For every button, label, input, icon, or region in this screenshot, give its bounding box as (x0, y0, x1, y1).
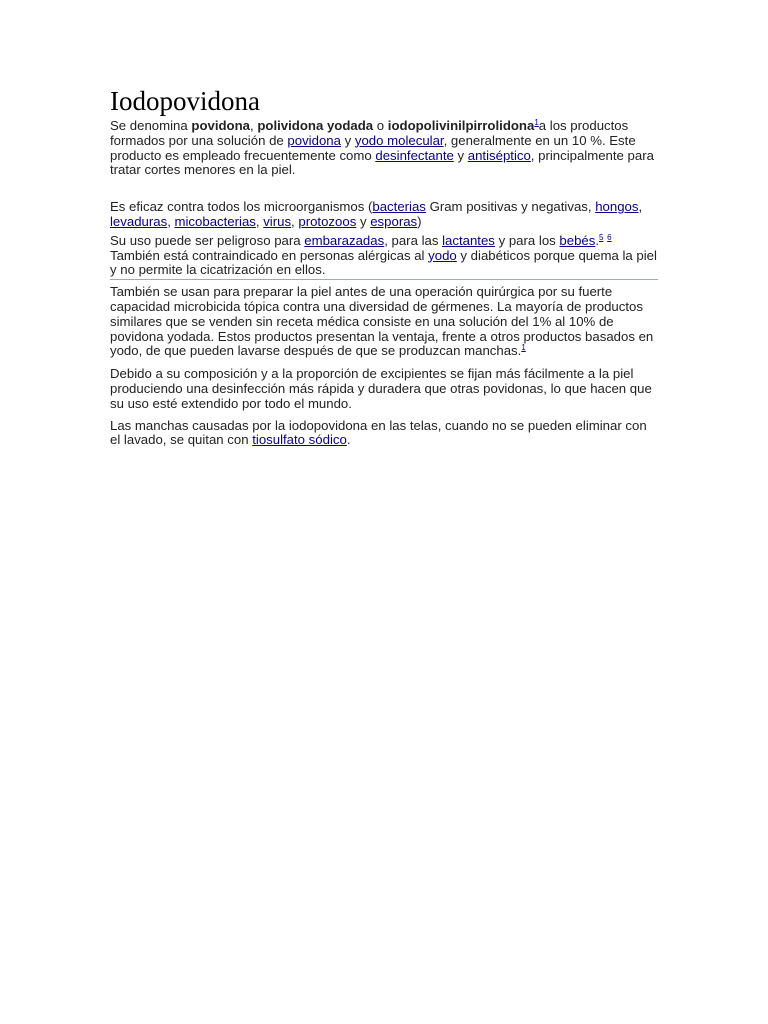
text-span: a los productos formados por una solución de (110, 118, 629, 148)
link-lactantes[interactable]: lactantes (442, 232, 495, 248)
link-levaduras[interactable]: levaduras (110, 213, 168, 229)
link-yodo-molecular[interactable]: yodo molecular (354, 132, 444, 148)
contraindications-paragraph (110, 234, 658, 278)
text-span: y (453, 147, 468, 163)
text-span: Su uso puede ser peligroso para (110, 232, 305, 248)
text-span: , (291, 213, 299, 229)
link-antiseptico[interactable]: antiséptico (467, 147, 531, 163)
link-tiosulfato-sodico[interactable]: tiosulfato sódico (252, 432, 347, 448)
text-span: También se usan para preparar la piel antes de una operación quirúrgica por su fuerte capacidad microbicida tópica contra una diversidad de gérmenes. La mayoría de productos similares que se venden sin receta médica consiste en una solución del 1% al 10% de povidona yodada. Estos productos presentan la ventaja, frente a otros productos basados en yodo, de que pueden lavarse después de que se produzcan manchas. (110, 284, 654, 359)
text-span: , principalmente para tratar cortes menores en la piel. (110, 147, 654, 178)
text-span: y diabéticos porque quema la piel y no permite la cicatrización en ellos. (110, 247, 657, 278)
text-span: y (340, 132, 355, 148)
text-span: . (595, 232, 600, 248)
surgical-use-paragraph (110, 285, 658, 359)
composition-paragraph (110, 367, 658, 411)
link-bebes[interactable]: bebés (559, 232, 596, 248)
link-povidona[interactable]: povidona (287, 132, 341, 148)
text-span: y para los (494, 232, 560, 248)
text-span: Gram positivas y negativas, (425, 199, 596, 215)
reference-link-1[interactable]: 1 (521, 343, 526, 353)
link-virus[interactable]: virus (263, 213, 292, 229)
text-span: , (255, 213, 264, 229)
text-span: , (250, 118, 258, 133)
text-span: ) (417, 213, 422, 229)
text-span: Debido a su composición y a la proporción de excipientes se fijan más fácilmente a la piel produciendo una desinfección más rápida y duradera que otras povidonas, lo que hacen que su uso esté extendido por todo el mundo. (110, 366, 652, 411)
text-span: . (346, 432, 351, 448)
text-span: Es eficaz contra todos los microorganismos ( (110, 199, 373, 215)
efficacy-paragraph (110, 200, 658, 230)
bold-term-polividona-yodada: polividona yodada (257, 118, 374, 133)
text-span: y (356, 213, 371, 229)
text-span: También está contraindicado en personas alérgicas al (110, 247, 429, 263)
reference-marker (521, 343, 525, 352)
link-esporas[interactable]: esporas (370, 213, 418, 229)
link-bacterias[interactable]: bacterias (372, 199, 426, 215)
bold-term-povidona: povidona (191, 118, 251, 133)
intro-paragraph (110, 119, 658, 178)
text-span: , (638, 199, 643, 215)
text-span: Las manchas causadas por la iodopovidona en las telas, cuando no se pueden eliminar con el lavado, se quitan con (110, 417, 647, 448)
link-embarazadas[interactable]: embarazadas (304, 232, 385, 248)
text-span: Se denomina (110, 118, 192, 133)
page-title: Iodopovidona (110, 86, 260, 116)
article (110, 84, 658, 448)
text-span: o (373, 118, 388, 133)
reference-marker (599, 233, 603, 242)
bold-term-iodopolivinilpirrolidona: iodopolivinilpirrolidona (387, 118, 535, 133)
link-micobacterias[interactable]: micobacterias (174, 213, 256, 229)
reference-link-5[interactable]: 5 (599, 232, 604, 242)
reference-link-1[interactable]: 1 (534, 118, 539, 127)
link-protozoos[interactable]: protozoos (298, 213, 357, 229)
link-desinfectante[interactable]: desinfectante (375, 147, 454, 163)
text-span: , (167, 213, 175, 229)
link-hongos[interactable]: hongos (595, 199, 639, 215)
text-span: , para las (384, 232, 443, 248)
text-span: , generalmente en un 10 %. Este producto es empleado frecuentemente como (110, 132, 636, 163)
reference-marker (607, 233, 611, 242)
stains-paragraph (110, 419, 658, 449)
link-yodo[interactable]: yodo (428, 247, 457, 263)
section-divider (110, 279, 658, 280)
reference-link-6[interactable]: 6 (607, 232, 612, 242)
